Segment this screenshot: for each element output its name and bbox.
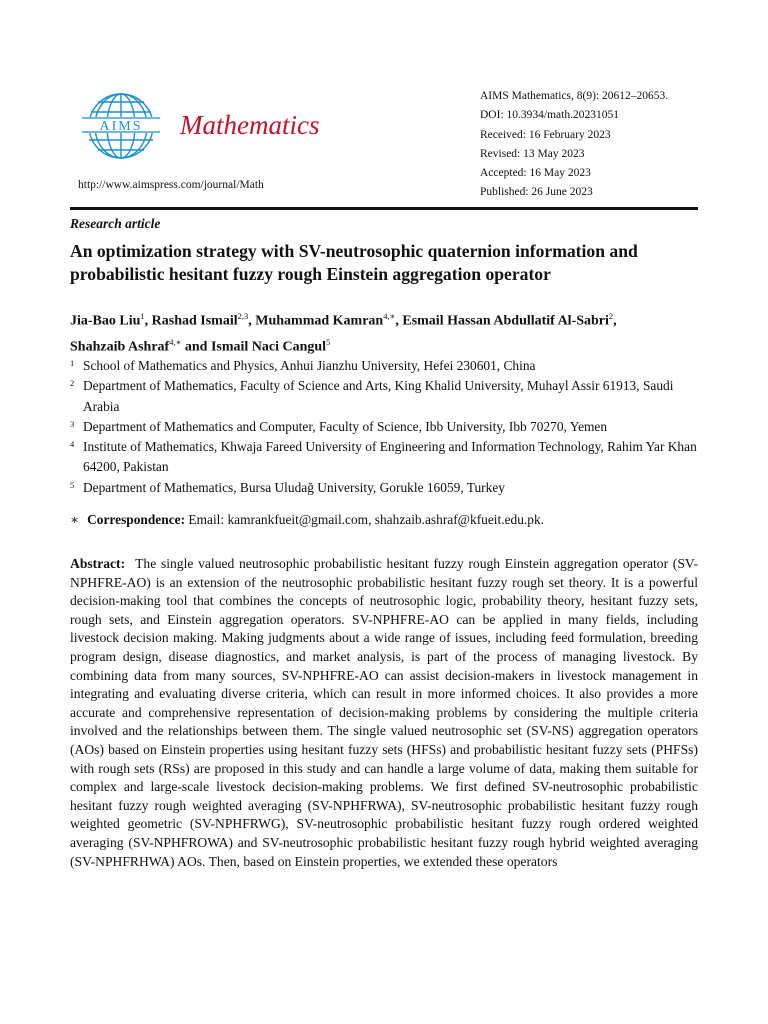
affiliation-number: 4 bbox=[70, 439, 75, 450]
author-affil-sup: 4,∗ bbox=[383, 311, 396, 321]
correspondence-star: ∗ bbox=[70, 512, 80, 527]
article-type: Research article bbox=[70, 216, 161, 231]
affiliation-number: 2 bbox=[70, 378, 75, 389]
meta-accepted: Accepted: 16 May 2023 bbox=[480, 167, 591, 180]
logo-text: AIMS bbox=[99, 119, 143, 134]
abstract-label: Abstract: bbox=[70, 556, 126, 571]
correspondence-emails[interactable]: Email: kamrankfueit@gmail.com, shahzaib.ashraf@kfueit.edu.pk. bbox=[188, 512, 545, 527]
author-separator: , bbox=[395, 313, 403, 329]
journal-name: Mathematics bbox=[180, 110, 320, 140]
correspondence bbox=[70, 512, 544, 528]
author-name: Esmail Hassan Abdullatif Al-Sabri bbox=[402, 313, 609, 329]
affiliation-number: 3 bbox=[70, 418, 75, 429]
author-separator: , bbox=[144, 313, 152, 329]
author-separator: , bbox=[613, 313, 617, 329]
meta-received: Received: 16 February 2023 bbox=[480, 128, 611, 141]
meta-published: Published: 26 June 2023 bbox=[480, 186, 593, 199]
aims-globe-logo-icon bbox=[76, 88, 166, 160]
header-divider bbox=[70, 207, 698, 210]
publication-meta bbox=[480, 87, 668, 203]
affiliation-number: 5 bbox=[70, 479, 75, 490]
affiliation-text: Department of Mathematics, Bursa Uludağ University, Gorukle 16059, Turkey bbox=[83, 479, 505, 495]
author-affil-sup: 1 bbox=[140, 311, 145, 321]
author-separator: , bbox=[248, 313, 256, 329]
meta-revised: Revised: 13 May 2023 bbox=[480, 147, 585, 160]
author-name: Ismail Naci Cangul bbox=[210, 339, 327, 355]
author-name: Jia-Bao Liu bbox=[70, 313, 141, 329]
affiliation-list bbox=[70, 356, 710, 498]
author-name: Rashad Ismail bbox=[151, 313, 238, 329]
author-affil-sup: 2 bbox=[608, 311, 614, 321]
author-separator: and bbox=[181, 339, 211, 355]
affiliation-text: Institute of Mathematics, Khwaja Fareed University of Engineering and Information Technology, Rahim Yar Khan 64200, Pakistan bbox=[83, 439, 697, 475]
abstract-text: The single valued neutrosophic probabilistic hesitant fuzzy rough Einstein aggregation operator (SV-NPHFRE-AO) is an extension of the neutrosophic probabilistic hesitant fuzzy rough set theory. It is a powerful decision-making tool that combines the concepts of neutrosophic logic, probability theory, hesitant fuzzy sets, rough sets, and Einstein aggregation operators. SV-NPHFRE-AO can be applied in many fields, including livestock decision making. Making judgments about a wide range of issues, including feed formulation, breeding program design, disease diagnostics, and market analysis, is part of the process of managing livestock. By combining data from many sources, SV-NPHFRE-AO can assist decision-makers in livestock management in integrating and evaluating diverse criteria, which can result in more informed choices. It also provides a more accurate and comprehensive representation of decision-making problems by considering the multiple criteria involved and the relationships between them. The single valued neutrosophic set (SV-NS) aggregation operators (AOs) based on Einstein properties using hesitant fuzzy sets (HFSs) and probabilistic hesitant fuzzy sets (PHFSs) with rough sets (RSs) are proposed in this study and can handle a large volume of data, making them suitable for complex and large-scale livestock decision-making problems. We first defined SV-neutrosophic probabilistic hesitant fuzzy rough weighted averaging (SV-NPHFRWA), SV-neutrosophic probabilistic hesitant fuzzy rough weighted geometric (SV-NPHFRWG), SV-neutrosophic probabilistic hesitant fuzzy rough ordered weighted averaging (SV-NPHFROWA) and SV-neutrosophic probabilistic hesitant fuzzy rough hybrid weighted averaging (SV-NPHFRHWA) AOs. Then, based on Einstein properties, we extended these operators bbox=[70, 556, 698, 869]
author-affil-sup: 4,∗ bbox=[169, 336, 182, 347]
article-title: An optimization strategy with SV-neutrosophic quaternion information and probabilistic hesitant fuzzy rough Einstein aggregation operator bbox=[70, 241, 638, 284]
affiliation-text: Department of Mathematics and Computer, Faculty of Science, Ibb University, Ibb 70270, Yemen bbox=[83, 418, 608, 434]
affiliation-item bbox=[70, 356, 710, 376]
author-name: Muhammad Kamran bbox=[255, 313, 384, 329]
meta-citation: AIMS Mathematics, 8(9): 20612–20653. bbox=[480, 90, 669, 102]
affiliation-item bbox=[70, 376, 710, 417]
affiliation-item bbox=[70, 478, 710, 498]
affiliation-text: Department of Mathematics, Faculty of Science and Arts, King Khalid University, Muhayl Assir 61913, Saudi Arabia bbox=[83, 378, 674, 414]
meta-doi[interactable]: DOI: 10.3934/math.20231051 bbox=[480, 109, 619, 122]
author-name: Shahzaib Ashraf bbox=[70, 339, 170, 355]
journal-url[interactable]: http://www.aimspress.com/journal/Math bbox=[78, 179, 264, 191]
author-affil-sup: 2,3 bbox=[237, 311, 249, 321]
affiliation-item bbox=[70, 417, 710, 437]
author-list bbox=[70, 306, 710, 357]
affiliation-number: 1 bbox=[70, 358, 75, 368]
abstract bbox=[70, 555, 698, 871]
affiliation-text: School of Mathematics and Physics, Anhui Jianzhu University, Hefei 230601, China bbox=[83, 358, 536, 373]
correspondence-label: Correspondence: bbox=[87, 512, 186, 527]
affiliation-item bbox=[70, 437, 710, 478]
author-affil-sup: 5 bbox=[326, 336, 331, 347]
